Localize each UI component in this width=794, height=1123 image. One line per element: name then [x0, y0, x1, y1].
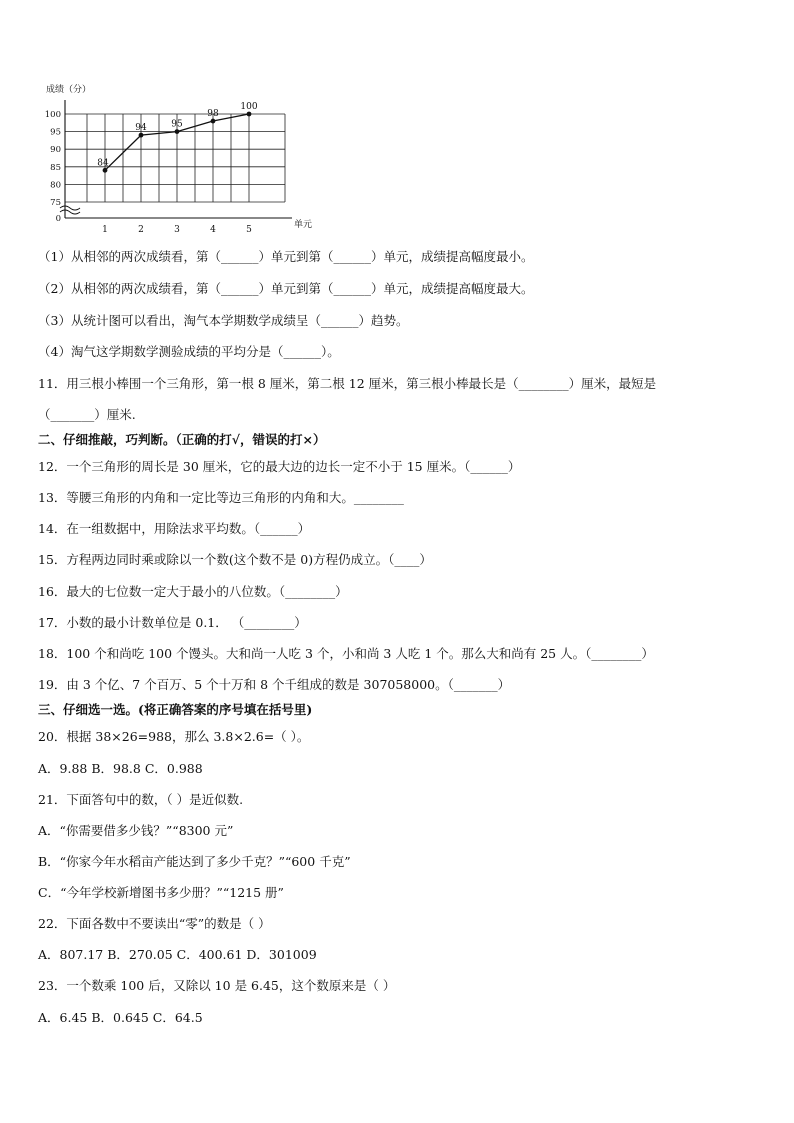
q-16: 16．最大的七位数一定大于最小的八位数。（________）: [38, 584, 348, 599]
data-point: [175, 129, 180, 134]
y-tick-label: 90: [50, 145, 61, 156]
y-tick-label: 95: [50, 127, 61, 138]
x-tick-label: 4: [210, 225, 216, 235]
y-axis-label: 成绩（分）: [46, 85, 92, 95]
q-22: 22．下面各数中不要读出“零”的数是（ ）: [38, 916, 271, 931]
score-line-chart: [40, 80, 330, 240]
q-23-options: A．6.45 B．0.645 C．64.5: [38, 1010, 203, 1025]
data-label: 94: [135, 123, 147, 134]
q-21-option-b: B．“你家今年水稻亩产能达到了多少千克？”“600 千克”: [38, 854, 351, 869]
q-12: 12．一个三角形的周长是 30 厘米，它的最大边的边长一定不小于 15 厘米。（______）: [38, 459, 521, 474]
y-tick-label: 85: [50, 162, 61, 173]
y-tick-label: 75: [50, 198, 61, 208]
data-label: 95: [171, 119, 183, 130]
data-point: [103, 168, 108, 173]
q-21: 21．下面答句中的数，（ ）是近似数.: [38, 792, 244, 807]
q-20-options: A．9.88 B．98.8 C．0.988: [38, 761, 203, 776]
data-point: [139, 133, 144, 138]
y-tick-label: 80: [50, 180, 61, 191]
q-22-options: A．807.17 B．270.05 C．400.61 D．301009: [38, 947, 317, 962]
q-11-cont: （_______）厘米.: [38, 407, 136, 422]
data-point: [247, 112, 252, 117]
x-tick-label: 5: [246, 225, 252, 235]
data-label: 100: [240, 102, 258, 112]
q-18: 18．100 个和尚吃 100 个馒头。大和尚一人吃 3 个，小和尚 3 人吃 1 个。那么大和尚有 25 人。（________）: [38, 646, 654, 661]
data-label: 98: [207, 109, 219, 120]
section-2-heading: 二、仔细推敲，巧判断。（正确的打√，错误的打×）: [38, 432, 326, 447]
section-3-heading: 三、仔细选一选。(将正确答案的序号填在括号里): [38, 702, 313, 717]
x-tick-label: 3: [174, 225, 180, 235]
q-line-1-2: （2）从相邻的两次成绩看，第（______）单元到第（______）单元，成绩提高幅度最大。: [38, 281, 534, 296]
x-tick-label: 1: [102, 225, 108, 235]
q-14: 14．在一组数据中，用除法求平均数。（______）: [38, 521, 311, 536]
q-13: 13．等腰三角形的内角和一定比等边三角形的内角和大。________: [38, 490, 404, 505]
y-tick-label: 0: [55, 214, 61, 224]
x-axis-label: 单元: [294, 220, 313, 230]
data-point: [211, 119, 216, 124]
q-21-option-c: C．“今年学校新增图书多少册？”“1215 册”: [38, 885, 284, 900]
q-line-1-1: （1）从相邻的两次成绩看，第（______）单元到第（______）单元，成绩提高幅度最小。: [38, 249, 534, 264]
q-17: 17．小数的最小计数单位是 0.1． （________）: [38, 615, 307, 630]
chart-axes: [60, 100, 292, 218]
data-series: [97, 102, 258, 173]
q-21-option-a: A．“你需要借多少钱？”“8300 元”: [38, 823, 234, 838]
x-tick-labels: [102, 225, 252, 235]
data-label: 84: [97, 158, 109, 169]
q-20: 20．根据 38×26=988，那么 3.8×2.6=（ ）。: [38, 729, 310, 744]
y-tick-label: 100: [44, 110, 61, 120]
q-23: 23．一个数乘 100 后，又除以 10 是 6.45，这个数原来是（ ）: [38, 978, 396, 993]
q-line-1-4: （4）淘气这学期数学测验成绩的平均分是（______）。: [38, 344, 340, 359]
x-tick-label: 2: [138, 225, 144, 235]
q-15: 15．方程两边同时乘或除以一个数(这个数不是 0)方程仍成立。（____）: [38, 552, 432, 567]
q-11: 11．用三根小棒围一个三角形，第一根 8 厘米，第二根 12 厘米，第三根小棒最长是（________）厘米，最短是: [38, 376, 657, 391]
axis-break-mark: [60, 206, 80, 214]
y-tick-labels: [45, 110, 61, 224]
q-19: 19．由 3 个亿、7 个百万、5 个十万和 8 个千组成的数是 307058000。（_______）: [38, 677, 511, 692]
q-line-1-3: （3）从统计图可以看出，淘气本学期数学成绩呈（______）趋势。: [38, 313, 409, 328]
